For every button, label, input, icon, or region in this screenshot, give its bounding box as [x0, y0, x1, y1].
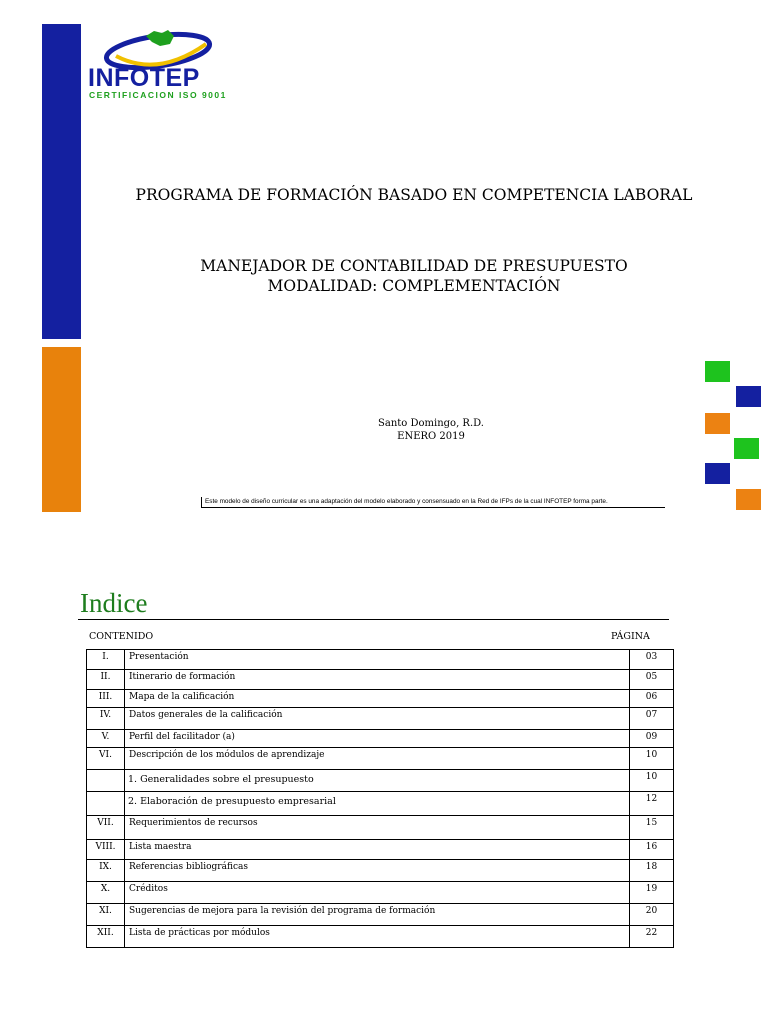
- section-title: 2. Elaboración de presupuesto empresarial: [125, 792, 630, 816]
- table-row: [87, 926, 674, 948]
- table-row: [87, 904, 674, 926]
- table-row: [87, 840, 674, 860]
- section-page: 05: [630, 670, 674, 690]
- section-page: 20: [630, 904, 674, 926]
- green-square: [705, 361, 730, 382]
- section-number: VIII.: [87, 840, 125, 860]
- section-number: IV.: [87, 708, 125, 730]
- section-title: 1. Generalidades sobre el presupuesto: [125, 770, 630, 792]
- table-row: [87, 816, 674, 840]
- section-title: Créditos: [125, 882, 630, 904]
- course-name: MANEJADOR DE CONTABILIDAD DE PRESUPUESTO: [200, 257, 628, 275]
- table-row: [87, 730, 674, 748]
- section-number: VII.: [87, 816, 125, 840]
- section-number: [87, 792, 125, 816]
- orange-square: [736, 489, 761, 510]
- index-table: [86, 649, 674, 948]
- section-title: Datos generales de la calificación: [125, 708, 630, 730]
- table-row: [87, 770, 674, 792]
- section-page: 03: [630, 650, 674, 670]
- section-page: 18: [630, 860, 674, 882]
- section-page: 06: [630, 690, 674, 708]
- index-divider: [78, 619, 669, 620]
- section-number: I.: [87, 650, 125, 670]
- section-number: X.: [87, 882, 125, 904]
- section-page: 12: [630, 792, 674, 816]
- section-number: II.: [87, 670, 125, 690]
- blue-square: [705, 463, 730, 484]
- date: ENERO 2019: [397, 431, 465, 442]
- content-column-header: CONTENIDO: [89, 631, 154, 642]
- page-column-header: PÁGINA: [611, 631, 650, 642]
- section-title: Itinerario de formación: [125, 670, 630, 690]
- section-page: 22: [630, 926, 674, 948]
- index-title: Indice: [80, 588, 148, 618]
- section-title: Perfil del facilitador (a): [125, 730, 630, 748]
- section-page: 15: [630, 816, 674, 840]
- section-number: XII.: [87, 926, 125, 948]
- table-row: [87, 708, 674, 730]
- section-title: Lista maestra: [125, 840, 630, 860]
- section-title: Referencias bibliográficas: [125, 860, 630, 882]
- section-page: 09: [630, 730, 674, 748]
- logo-wordmark: INFOTEP: [88, 64, 200, 92]
- table-row: [87, 882, 674, 904]
- section-title: Sugerencias de mejora para la revisión del programa de formación: [125, 904, 630, 926]
- section-number: VI.: [87, 748, 125, 770]
- section-page: 10: [630, 770, 674, 792]
- section-number: XI.: [87, 904, 125, 926]
- table-row: [87, 670, 674, 690]
- section-title: Presentación: [125, 650, 630, 670]
- section-page: 07: [630, 708, 674, 730]
- section-number: IX.: [87, 860, 125, 882]
- adaptation-note: Este modelo de diseño curricular es una adaptación del modelo elaborado y consensuado en la Red de IFPs de la cual INFOTEP forma parte.: [201, 497, 665, 508]
- course-modality: MODALIDAD: COMPLEMENTACIÓN: [267, 277, 561, 295]
- section-title: Requerimientos de recursos: [125, 816, 630, 840]
- section-title: Lista de prácticas por módulos: [125, 926, 630, 948]
- section-page: 10: [630, 748, 674, 770]
- blue-square: [736, 386, 761, 407]
- section-page: 16: [630, 840, 674, 860]
- section-number: V.: [87, 730, 125, 748]
- logo-certification: CERTIFICACION ISO 9001: [89, 90, 227, 100]
- table-row: [87, 690, 674, 708]
- table-row: [87, 860, 674, 882]
- place-date: [0, 417, 768, 443]
- program-title: PROGRAMA DE FORMACIÓN BASADO EN COMPETENCIA LABORAL: [135, 186, 693, 204]
- course-title: [0, 256, 768, 296]
- table-row: [87, 650, 674, 670]
- place: Santo Domingo, R.D.: [378, 418, 484, 429]
- section-title: Descripción de los módulos de aprendizaje: [125, 748, 630, 770]
- section-number: [87, 770, 125, 792]
- section-title: Mapa de la calificación: [125, 690, 630, 708]
- table-row: [87, 792, 674, 816]
- section-number: III.: [87, 690, 125, 708]
- section-page: 19: [630, 882, 674, 904]
- table-row: [87, 748, 674, 770]
